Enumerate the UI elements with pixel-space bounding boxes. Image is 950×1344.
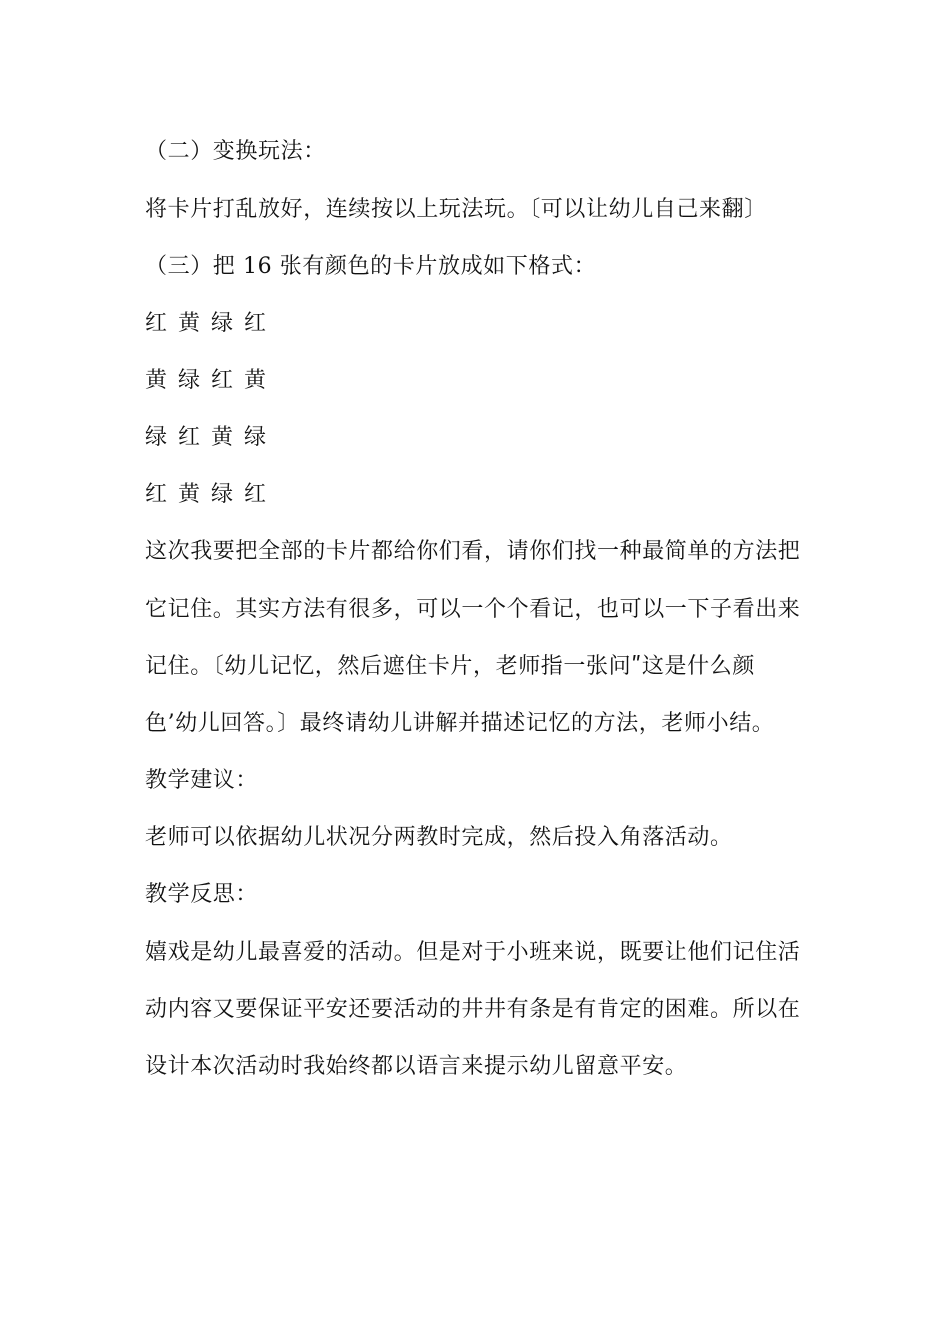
reflection-heading: 教学反思： bbox=[145, 882, 259, 907]
reflection-line: 设计本次活动时我始终都以语言来提示幼儿留意平安。 bbox=[145, 1054, 688, 1079]
color-cell: 红 bbox=[244, 482, 267, 507]
color-cell: 红 bbox=[145, 311, 168, 336]
color-cell: 红 bbox=[244, 311, 267, 336]
suggestion-text: 老师可以依据幼儿状况分两教时完成，然后投入角落活动。 bbox=[145, 825, 733, 850]
reflection-line: 嬉戏是幼儿最喜爱的活动。但是对于小班来说，既要让他们记住活 bbox=[145, 940, 801, 965]
paragraph-line: 记住。〔幼儿记忆，然后遮住卡片，老师指一张问ʺ这是什么颜 bbox=[145, 654, 755, 679]
color-cell: 黄 bbox=[211, 425, 234, 450]
color-grid-row bbox=[145, 366, 825, 396]
color-cell: 黄 bbox=[244, 368, 267, 393]
color-cell: 红 bbox=[211, 368, 234, 393]
paragraph-line: 它记住。其实方法有很多，可以一个个看记，也可以一下子看出来 bbox=[145, 597, 801, 622]
paragraph-line: 色’幼儿回答。〕最终请幼儿讲解并描述记忆的方法，老师小结。 bbox=[145, 711, 775, 736]
color-cell: 绿 bbox=[211, 482, 234, 507]
suggestion-heading: 教学建议： bbox=[145, 768, 259, 793]
section-3-heading: （三）把 16 张有颜色的卡片放成如下格式： bbox=[145, 254, 597, 279]
color-cell: 绿 bbox=[178, 368, 201, 393]
color-grid-row bbox=[145, 480, 825, 510]
color-grid-row bbox=[145, 309, 825, 339]
reflection-line: 动内容又要保证平安还要活动的井井有条是有肯定的困难。所以在 bbox=[145, 997, 801, 1022]
color-cell: 红 bbox=[145, 482, 168, 507]
color-grid-row bbox=[145, 423, 825, 453]
color-cell: 绿 bbox=[244, 425, 267, 450]
color-cell: 绿 bbox=[211, 311, 234, 336]
paragraph-line: 这次我要把全部的卡片都给你们看，请你们找一种最简单的方法把 bbox=[145, 539, 801, 564]
section-2-text: 将卡片打乱放好，连续按以上玩法玩。〔可以让幼儿自己来翻〕 bbox=[145, 197, 767, 222]
color-cell: 黄 bbox=[178, 482, 201, 507]
color-cell: 黄 bbox=[178, 311, 201, 336]
color-cell: 黄 bbox=[145, 368, 168, 393]
color-cell: 绿 bbox=[145, 425, 168, 450]
section-2-heading: （二）变换玩法： bbox=[145, 139, 326, 164]
color-cell: 红 bbox=[178, 425, 201, 450]
